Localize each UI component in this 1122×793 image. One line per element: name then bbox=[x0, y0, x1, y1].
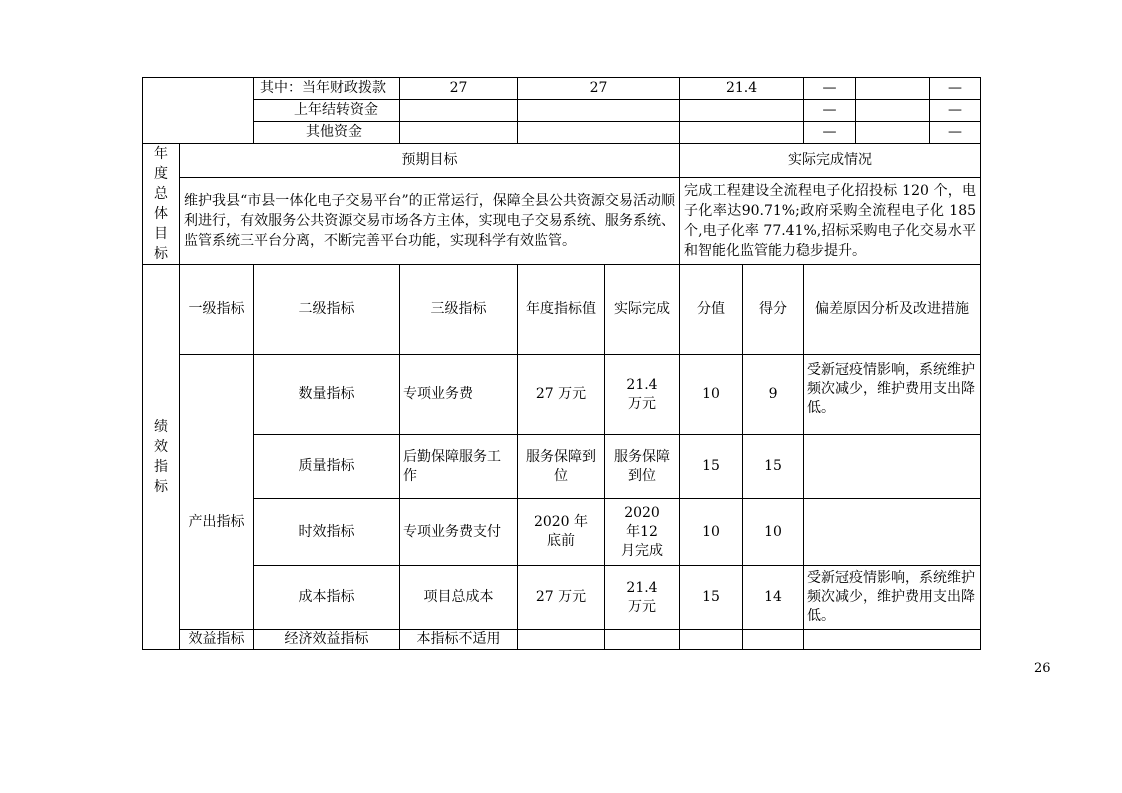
funding-value: 27 bbox=[518, 78, 680, 100]
header-actual: 实际完成 bbox=[605, 265, 680, 355]
score-value-cell: 10 bbox=[680, 355, 743, 435]
header-score-value: 分值 bbox=[680, 265, 743, 355]
actual-completion-text: 完成工程建设全流程电子化招投标 120 个，电子化率达90.71%;政府采购全流程电子化 185 个,电子化率 77.41%,招标采购电子化交易水平和智能化监管能力稳步提升。 bbox=[680, 177, 981, 264]
funding-label: 其中：当年财政拨款 bbox=[254, 78, 400, 100]
analysis-cell bbox=[804, 499, 981, 566]
target-cell: 2020 年底前 bbox=[518, 499, 605, 566]
header-annual-target: 年度指标值 bbox=[518, 265, 605, 355]
funding-label: 上年结转资金 bbox=[254, 100, 400, 122]
target-cell: 27 万元 bbox=[518, 355, 605, 435]
header-level3: 三级指标 bbox=[400, 265, 518, 355]
actual-completion-header: 实际完成情况 bbox=[680, 144, 981, 178]
level2-cell: 质量指标 bbox=[254, 435, 400, 499]
funding-value: 21.4 bbox=[680, 78, 804, 100]
funding-row bbox=[143, 100, 981, 122]
output-indicator-label: 产出指标 bbox=[180, 355, 254, 630]
header-score: 得分 bbox=[743, 265, 804, 355]
funding-value: — bbox=[930, 78, 981, 100]
funding-value bbox=[856, 122, 930, 144]
funding-value bbox=[518, 100, 680, 122]
target-cell: 27 万元 bbox=[518, 566, 605, 630]
analysis-cell bbox=[804, 435, 981, 499]
level3-cell: 专项业务费支付 bbox=[400, 499, 518, 566]
actual-cell: 服务保障到位 bbox=[605, 435, 680, 499]
score-cell: 15 bbox=[743, 435, 804, 499]
benefit-level3: 本指标不适用 bbox=[400, 630, 518, 650]
level2-cell: 成本指标 bbox=[254, 566, 400, 630]
funding-value bbox=[518, 122, 680, 144]
empty-cell bbox=[605, 630, 680, 650]
empty-cell bbox=[804, 630, 981, 650]
annual-goal-content-row bbox=[143, 177, 981, 264]
funding-value bbox=[680, 122, 804, 144]
funding-label: 其他资金 bbox=[254, 122, 400, 144]
funding-value bbox=[400, 100, 518, 122]
score-value-cell: 15 bbox=[680, 566, 743, 630]
funding-value bbox=[400, 122, 518, 144]
funding-value: 27 bbox=[400, 78, 518, 100]
funding-value bbox=[856, 78, 930, 100]
funding-value bbox=[856, 100, 930, 122]
actual-cell: 21.4 万元 bbox=[605, 355, 680, 435]
expected-goal-text: 维护我县“市县一体化电子交易平台”的正常运行，保障全县公共资源交易活动顺利进行，有效服务公共资源交易市场各方主体，实现电子交易系统、服务系统、监管系统三平台分离，不断完善平台功能，实现科学有效监管。 bbox=[180, 177, 680, 264]
actual-cell: 21.4 万元 bbox=[605, 566, 680, 630]
level2-cell: 时效指标 bbox=[254, 499, 400, 566]
header-level1: 一级指标 bbox=[180, 265, 254, 355]
header-level2: 二级指标 bbox=[254, 265, 400, 355]
score-cell: 14 bbox=[743, 566, 804, 630]
benefit-row bbox=[143, 630, 981, 650]
level3-cell: 项目总成本 bbox=[400, 566, 518, 630]
funding-blank-cell bbox=[143, 78, 254, 144]
empty-cell bbox=[743, 630, 804, 650]
empty-cell bbox=[680, 630, 743, 650]
empty-cell bbox=[518, 630, 605, 650]
level2-cell: 数量指标 bbox=[254, 355, 400, 435]
level3-cell: 专项业务费 bbox=[400, 355, 518, 435]
funding-value bbox=[680, 100, 804, 122]
performance-evaluation-table bbox=[142, 77, 981, 650]
header-analysis: 偏差原因分析及改进措施 bbox=[804, 265, 981, 355]
funding-row bbox=[143, 122, 981, 144]
performance-side-label: 绩效指标 bbox=[143, 265, 180, 650]
funding-value: — bbox=[930, 100, 981, 122]
actual-cell: 2020 年12 月完成 bbox=[605, 499, 680, 566]
score-cell: 10 bbox=[743, 499, 804, 566]
table-row bbox=[143, 499, 981, 566]
table-row bbox=[143, 435, 981, 499]
score-value-cell: 10 bbox=[680, 499, 743, 566]
target-cell: 服务保障到位 bbox=[518, 435, 605, 499]
annual-goal-side-label: 年度总体目标 bbox=[143, 144, 180, 265]
page-number: 26 bbox=[1034, 661, 1051, 676]
performance-table-sheet bbox=[142, 77, 980, 650]
funding-value: — bbox=[930, 122, 981, 144]
annual-goal-header-row bbox=[143, 144, 981, 178]
score-value-cell: 15 bbox=[680, 435, 743, 499]
analysis-cell: 受新冠疫情影响，系统维护频次减少，维护费用支出降低。 bbox=[804, 566, 981, 630]
benefit-level2: 经济效益指标 bbox=[254, 630, 400, 650]
table-row bbox=[143, 566, 981, 630]
score-cell: 9 bbox=[743, 355, 804, 435]
performance-header-row bbox=[143, 265, 981, 355]
analysis-cell: 受新冠疫情影响，系统维护频次减少，维护费用支出降低。 bbox=[804, 355, 981, 435]
funding-value: — bbox=[804, 122, 856, 144]
level3-cell: 后勤保障服务工作 bbox=[400, 435, 518, 499]
table-row bbox=[143, 355, 981, 435]
funding-value: — bbox=[804, 100, 856, 122]
funding-row bbox=[143, 78, 981, 100]
benefit-level1: 效益指标 bbox=[180, 630, 254, 650]
funding-value: — bbox=[804, 78, 856, 100]
expected-goal-header: 预期目标 bbox=[180, 144, 680, 178]
